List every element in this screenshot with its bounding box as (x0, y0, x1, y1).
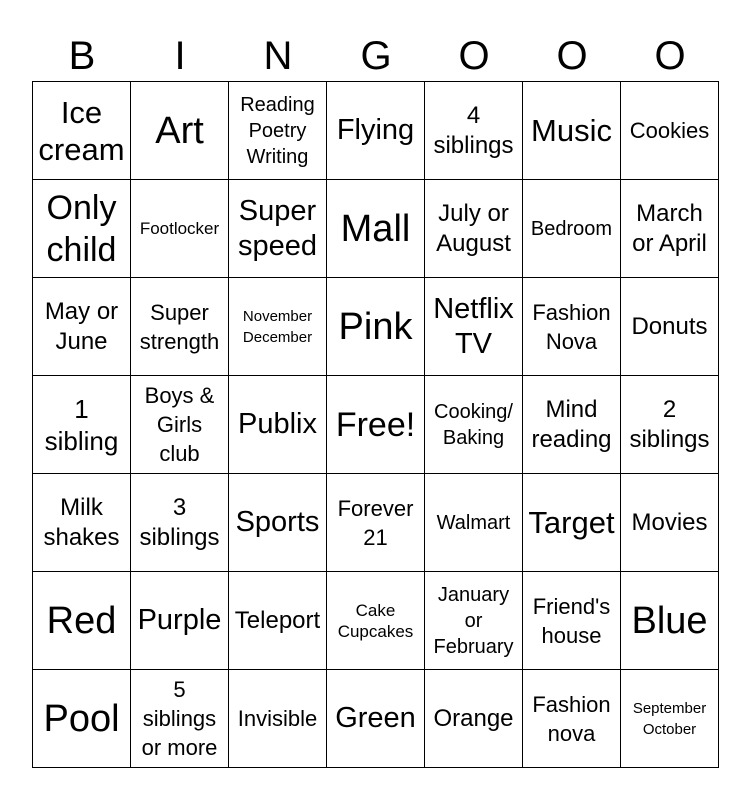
bingo-cell[interactable] (131, 670, 229, 768)
cell-text: March or April (632, 199, 707, 257)
bingo-cell[interactable] (523, 180, 621, 278)
bingo-cell[interactable] (425, 474, 523, 572)
bingo-cell[interactable] (327, 278, 425, 376)
bingo-cell[interactable] (327, 180, 425, 278)
cell-text: Mall (340, 207, 411, 250)
free-space-text: Free! (335, 405, 416, 444)
bingo-cell[interactable] (425, 82, 523, 180)
bingo-cell[interactable] (425, 670, 523, 768)
header-letter-o2: O (556, 34, 588, 78)
bingo-cell[interactable] (33, 180, 131, 278)
cell-text: Music (531, 113, 612, 148)
cell-text: Fashion nova (532, 691, 611, 746)
cell-text: Reading Poetry Writing (240, 93, 315, 168)
cell-text: September October (632, 699, 707, 738)
bingo-cell[interactable] (621, 278, 719, 376)
bingo-cell[interactable] (621, 82, 719, 180)
bingo-cell[interactable] (327, 474, 425, 572)
bingo-cell[interactable] (131, 82, 229, 180)
cell-text: Red (46, 599, 117, 642)
bingo-cell[interactable] (229, 82, 327, 180)
cell-text: Milk shakes (43, 493, 120, 551)
cell-text: Donuts (631, 312, 708, 340)
cell-text: Ice cream (38, 94, 125, 167)
bingo-cell[interactable] (523, 572, 621, 670)
cell-text: January or February (433, 583, 514, 658)
cell-text: Flying (336, 114, 415, 146)
cell-text: Orange (433, 704, 514, 732)
cell-text: 2 siblings (629, 395, 710, 453)
cell-text: Friend's house (532, 593, 611, 648)
header-letter-g: G (360, 34, 392, 78)
bingo-cell[interactable] (523, 278, 621, 376)
cell-text: Walmart (436, 511, 511, 534)
cell-text: Forever 21 (337, 495, 414, 550)
bingo-cell[interactable] (33, 670, 131, 768)
cell-text: Pink (338, 305, 413, 348)
cell-text: Fashion Nova (532, 299, 611, 354)
cell-text: Bedroom (530, 217, 613, 240)
cell-text: Super speed (237, 194, 317, 262)
bingo-cell[interactable] (621, 180, 719, 278)
bingo-cell[interactable] (229, 572, 327, 670)
header-letter-o3: O (654, 34, 686, 78)
cell-text: Footlocker (139, 219, 220, 238)
bingo-cell[interactable] (621, 670, 719, 768)
bingo-cell[interactable] (131, 376, 229, 474)
header-letter-i: I (174, 34, 186, 78)
header-letter-n: N (263, 34, 293, 78)
bingo-cell[interactable] (425, 278, 523, 376)
cell-text: Target (528, 505, 615, 540)
bingo-cell[interactable] (131, 572, 229, 670)
bingo-cell[interactable] (229, 180, 327, 278)
cell-text: 5 siblings or more (141, 677, 218, 760)
bingo-cell[interactable] (327, 82, 425, 180)
cell-text: 1 sibling (44, 393, 119, 456)
bingo-cell[interactable] (33, 278, 131, 376)
cell-text: Sports (235, 506, 320, 538)
cell-text: Invisible (237, 706, 318, 731)
bingo-cell[interactable] (229, 376, 327, 474)
bingo-cell[interactable] (131, 180, 229, 278)
bingo-cell[interactable] (33, 376, 131, 474)
cell-text: Only child (46, 188, 117, 269)
bingo-cell[interactable] (33, 474, 131, 572)
cell-text: Cooking/ Baking (434, 400, 513, 449)
bingo-cell[interactable] (33, 572, 131, 670)
bingo-cell[interactable] (229, 670, 327, 768)
bingo-cell[interactable] (523, 376, 621, 474)
bingo-card-grid (32, 81, 719, 768)
cell-text: Cookies (629, 118, 710, 143)
cell-text: Art (155, 109, 204, 152)
cell-text: July or August (436, 199, 511, 257)
bingo-cell[interactable] (425, 180, 523, 278)
bingo-cell[interactable] (327, 376, 425, 474)
bingo-cell[interactable] (425, 572, 523, 670)
cell-text: May or June (44, 297, 119, 355)
cell-text: Super strength (139, 299, 220, 354)
cell-text: Teleport (234, 606, 321, 634)
bingo-cell[interactable] (621, 474, 719, 572)
bingo-cell[interactable] (621, 376, 719, 474)
bingo-cell[interactable] (523, 670, 621, 768)
bingo-cell[interactable] (229, 474, 327, 572)
header-letter-o1: O (458, 34, 490, 78)
bingo-cell[interactable] (425, 376, 523, 474)
cell-text: Cake Cupcakes (337, 600, 414, 641)
bingo-cell[interactable] (523, 82, 621, 180)
bingo-cell[interactable] (33, 82, 131, 180)
bingo-cell[interactable] (327, 670, 425, 768)
bingo-cell[interactable] (131, 278, 229, 376)
cell-text: November December (242, 307, 313, 346)
cell-text: 3 siblings (139, 493, 220, 551)
cell-text: 4 siblings (433, 101, 514, 159)
cell-text: Movies (631, 508, 708, 536)
cell-text: Green (335, 702, 416, 734)
bingo-cell[interactable] (621, 572, 719, 670)
cell-text: Netflix TV (433, 292, 514, 360)
cell-text: Pool (43, 697, 120, 740)
bingo-cell[interactable] (229, 278, 327, 376)
bingo-cell[interactable] (131, 474, 229, 572)
bingo-header (33, 30, 719, 82)
cell-text: Boys & Girls club (144, 383, 215, 466)
header-letter-b: B (68, 34, 96, 78)
cell-text: Blue (631, 599, 708, 642)
cell-text: Purple (137, 604, 222, 636)
bingo-cell[interactable] (327, 572, 425, 670)
cell-text: Mind reading (531, 395, 612, 453)
bingo-cell[interactable] (523, 474, 621, 572)
cell-text: Publix (238, 408, 317, 440)
